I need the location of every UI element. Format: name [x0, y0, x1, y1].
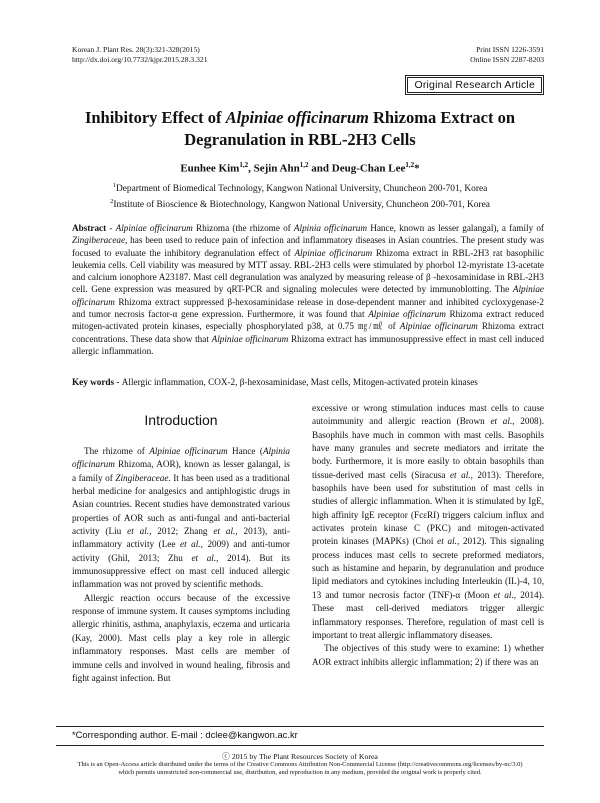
print-issn: Print ISSN 1226-3591: [476, 45, 544, 54]
intro-column-right: [312, 402, 544, 669]
copyright-notice: ⓒ 2015 by The Plant Resources Society of Korea: [222, 752, 378, 761]
license-line-1: This is an Open-Access article distributed under the terms of the Creative Commons Attribution Non-Commercial License (http://creativecommons.org/licenses/by-nc/3.0): [77, 761, 523, 768]
footer-divider-top: [56, 726, 544, 727]
doi-link[interactable]: http://dx.doi.org/10.7732/kjpr.2015.28.3.321: [72, 55, 208, 64]
article-type-badge: [405, 75, 544, 95]
author-list: Eunhee Kim$^{1,2}$, Sejin Ahn$^{1,2}$ and Deug-Chan Lee$^{1,2}$*: [180, 161, 420, 175]
author-1: Eunhee Kim: [180, 162, 240, 175]
abstract: Abstract - Alpiniae officinarum Rhizoma (the rhizome of Alpinia officinarum Hance, known as lesser galangal), a family of Zingiberaceae, has been used to reduce pain of infection and inflammatory diseases in Asian countries. The present study was focused to evaluate the inhibitory degranulation effect of Alpiniae officinarum Rhizoma extract in RBL-2H3 rat basophilic leukemia cells. Cell viability was measured by MTT assay. RBL-2H3 cells were stimulated by phorbol 12-myristate 13-acetate and calcium ionophore A23187. Mast cell degranulation was analyzed by measuring release of β -hexosaminidase in RBL-2H3 cell. Gene expression was measured by qRT-PCR and signaling molecules were detected by immunoblotting. The Alpiniae officinarum Rhizoma extract suppressed β-hexosaminidase release in dose-dependent manner and inhibited cycloxygenase-2 and tumor necrosis factor-α gene expression. Furthermore, it was found that Alpiniae officinarum Rhizoma extract reduced mitogen-activated protein kinases, especially phosphorylated p38, at 0.75 ㎎/㎖ of Alpiniae officinarum Rhizoma extract concentrations. These data show that Alpiniae officinarum Rhizoma extract has immunosuppressive effect in mast cell induced allergic inflammation.: [72, 223, 544, 356]
online-issn: Online ISSN 2287-8203: [470, 55, 544, 64]
title-species: Alpiniae officinarum: [225, 108, 369, 127]
journal-header: [72, 45, 332, 65]
keywords-text: Allergic inflammation, COX-2, β-hexosaminidase, Mast cells, Mitogen-activated protein kinases: [121, 377, 478, 387]
article-type-label: Original Research Article: [407, 77, 542, 93]
intro-paragraph-4: The objectives of this study were to examine: 1) whether AOR extract inhibits allergic inflammation; 2) if there was an: [312, 643, 544, 667]
affiliation-2: $^2$Institute of Bioscience & Biotechnology, Kangwon National University, Chuncheon 200-701, Korea: [110, 197, 490, 210]
author-3: Deug-Chan Lee: [331, 162, 406, 175]
intro-column-left: [72, 445, 290, 685]
issn-block: [344, 45, 544, 65]
paper-title: Inhibitory Effect of Alpiniae officinarum Rhizoma Extract on Degranulation in RBL-2H3 Cells: [84, 108, 516, 149]
author-2: Sejin Ahn: [253, 162, 300, 175]
corresponding-author: *Corresponding author. E-mail : dclee@kangwon.ac.kr: [72, 729, 298, 740]
license-line-2: which permits unrestricted non-commercial use, distribution, and reproduction in any medium, provided the original work is properly cited.: [118, 769, 482, 776]
journal-citation: Korean J. Plant Res. 28(3):321-328(2015): [72, 45, 200, 54]
title-line2: Degranulation in RBL-2H3 Cells: [184, 130, 416, 149]
intro-paragraph-1: The rhizome of Alpiniae officinarum Hance (Alpinia officinarum Rhizoma, AOR), known as lesser galangal, is a family of Zingiberaceae. It has been used as a traditional herbal medicine for analgesics and antiphlogistic drugs in Asian countries. Recent studies have demonstrated various properties of AOR such as anti-fungal and anti-bacterial activity (Liu et al., 2012; Zhang et al., 2013), anti-inflammatory activity (Lee et al., 2009) and anti-tumor activity (Ghil, 2013; Zhu et al., 2014). But its immunosuppressive effect on mast cell induced allergic inflammation was not proved by scientific methods.: [72, 446, 290, 590]
intro-paragraph-3: excessive or wrong stimulation induces mast cells to cause autoimmunity and allergic reaction (Brown et al., 2008). Basophils have much in common with mast cells. Basophils have many granules and secrete mediators and irritate the body. Furthermore, it is more easily to obtain basophils than tissue-derived mast cells (Siracusa et al., 2013). Therefore, basophils have been used for substitution of mast cells in studies of allergic inflammation. When it is stimulated by IgE, high affinity IgE receptor (FcεRI) triggers calcium influx and activates protein kinase C (PKC) and mitogen-activated protein kinases (MAPKs) (Choi et al., 2012). This signaling process induces mast cells to secrete preformed mediators, such as histamine and heparin, by degranulation and produce lipid mediators and cytokines including Interleukin (IL)-4, 10, 13 and tumor necrosis factor (TNF)-α (Moon et al., 2014). These mast cell-derived mediators trigger allergic inflammatory responses. Therefore, regulation of mast cell is important to treat allergic inflammatory diseases.: [312, 403, 545, 640]
keywords: [72, 376, 544, 388]
abstract-label: Abstract: [72, 223, 107, 233]
intro-paragraph-2: Allergic reaction occurs because of the excessive response of immune system. It causes symptoms including allergic rhinitis, asthma, anaphylaxis, eczema and urticaria (Kay, 2000). Mast cells play a key role in allergic inflammatory responses. Mast cells are member of immune cells and involved in wound healing, fibrosis and fight against infection. But: [72, 592, 290, 683]
footer-divider-bottom: [56, 745, 544, 746]
affiliation-1: $^1$Department of Biomedical Technology, Kangwon National University, Chuncheon 200-701, Korea: [112, 182, 488, 195]
affiliations: [40, 180, 560, 211]
license-notice: [40, 761, 560, 777]
keywords-label: Key words -: [72, 377, 122, 387]
section-heading-introduction: Introduction: [144, 412, 218, 428]
